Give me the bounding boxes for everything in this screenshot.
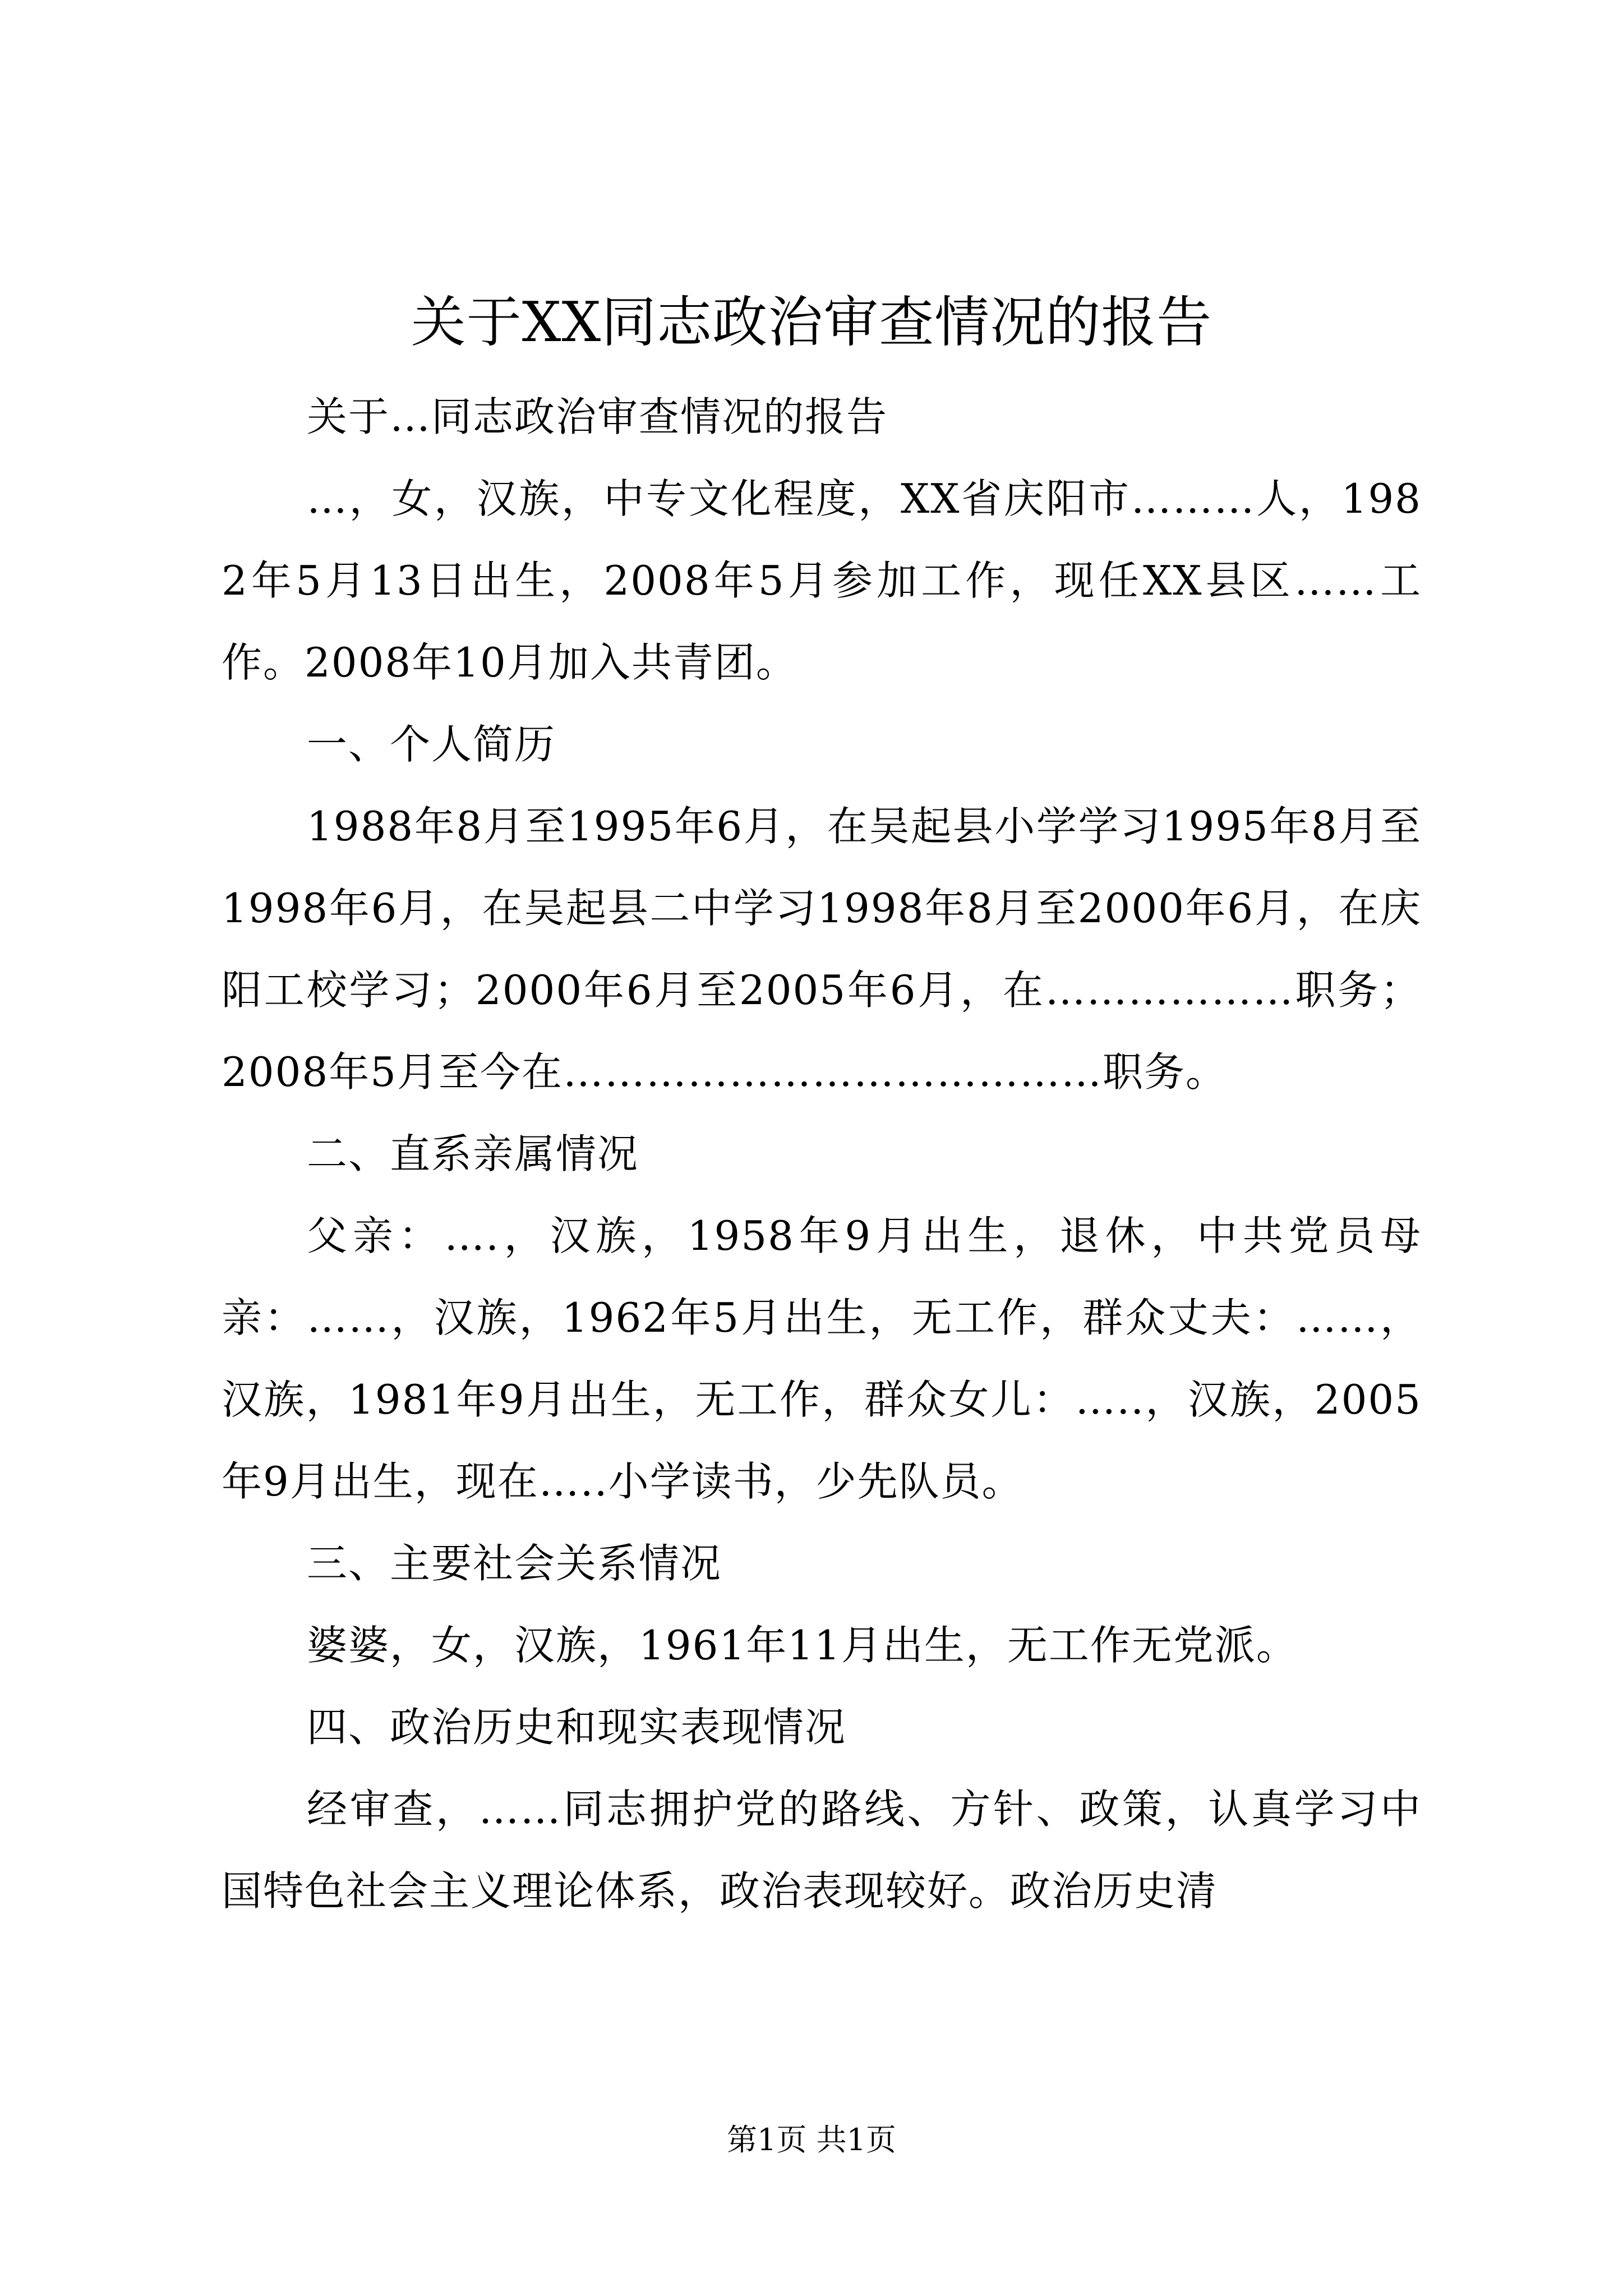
paragraph-immediate-family: 父亲：….，汉族，1958年9月出生，退休，中共党员母亲：……，汉族，1962年5月出生，无工作，群众丈夫：……，汉族，1981年9月出生，无工作，群众女儿：…..，汉族，2005年9月出生，现在…..小学读书，少先队员。 [222, 1212, 1422, 1505]
paragraph-political-history: 经审查，……同志拥护党的路线、方针、政策，认真学习中国特色社会主义理论体系，政治表现较好。政治历史清 [222, 1786, 1422, 1915]
document-title: 关于XX同志政治审查情况的报告 [411, 291, 1212, 355]
paragraph-subtitle: 关于…同志政治审查情况的报告 [307, 393, 888, 440]
section-heading-immediate-family: 二、直系亲属情况 [307, 1130, 639, 1177]
section-heading-resume: 一、个人简历 [307, 721, 556, 768]
section-heading-social-relations: 三、主要社会关系情况 [307, 1540, 722, 1587]
paragraph-resume: 1988年8月至1995年6月，在吴起县小学学习1995年8月至1998年6月，在吴起县二中学习1998年8月至2000年6月，在庆阳工校学习；2000年6月至2005年6月，在………………职务；2008年5月至今在…………………………………职务。 [222, 803, 1422, 1096]
document-body [222, 376, 1422, 1932]
page-footer: 第1页 共1页 [727, 2122, 896, 2157]
paragraph-social-relations: 婆婆，女，汉族，1961年11月出生，无工作无党派。 [307, 1622, 1298, 1669]
section-heading-political-history: 四、政治历史和现实表现情况 [307, 1704, 847, 1751]
paragraph-basic-info: …，女，汉族，中专文化程度，XX省庆阳市………人，1982年5月13日出生，2008年5月参加工作，现任XX县区……工作。2008年10月加入共青团。 [222, 475, 1422, 686]
